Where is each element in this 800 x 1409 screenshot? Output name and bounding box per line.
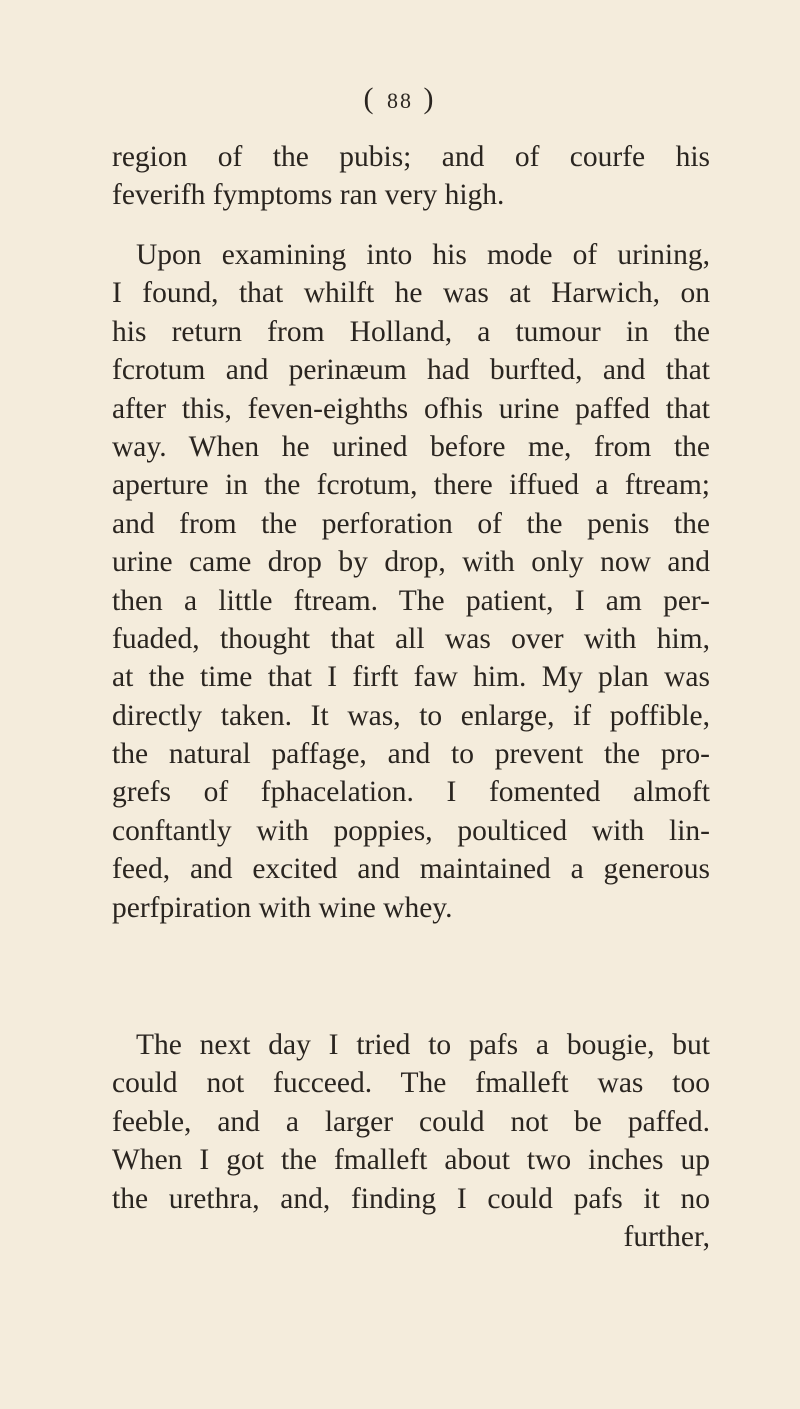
page-header — [0, 82, 800, 116]
text-line: at the time that I firft faw him. My plan was — [112, 661, 710, 694]
text-line: way. When he urined before me, from the — [112, 430, 710, 463]
text-line: The next day I tried to pafs a bougie, but — [136, 1029, 710, 1061]
text-line: feverifh fymptoms ran very high. — [112, 179, 505, 212]
text-line: grefs of fphacelation. I fomented almoft — [112, 776, 710, 809]
text-line: his return from Holland, a tumour in the — [112, 315, 710, 348]
page-number: 88 — [387, 88, 413, 113]
close-paren: ) — [423, 82, 437, 115]
text-line: then a little ftream. The patient, I am per- — [112, 584, 710, 617]
open-paren: ( — [363, 82, 377, 115]
text-line: feed, and excited and maintained a generous — [112, 853, 710, 886]
text-line: aperture in the fcrotum, there iffued a ftream; — [112, 469, 710, 502]
text-line: feeble, and a larger could not be paffed. — [112, 1105, 710, 1138]
text-line: could not fucceed. The fmalleft was too — [112, 1067, 710, 1100]
text-line: and from the perforation of the penis the — [112, 507, 710, 540]
text-line: fcrotum and perinæum had burfted, and that — [112, 354, 710, 387]
text-line: urine came drop by drop, with only now and — [112, 546, 710, 579]
paragraph-1 — [112, 138, 710, 215]
text-line: Upon examining into his mode of urining, — [136, 239, 710, 271]
text-line: region of the pubis; and of courfe his — [112, 141, 710, 173]
text-line: conftantly with poppies, poulticed with lin- — [112, 814, 710, 847]
text-line: the natural paffage, and to prevent the pro- — [112, 738, 710, 771]
text-line: directly taken. It was, to enlarge, if poffible, — [112, 699, 710, 732]
text-line: When I got the fmalleft about two inches up — [112, 1144, 710, 1177]
paragraph-3 — [112, 1026, 710, 1256]
paragraph-2 — [112, 236, 710, 927]
text-line: perfpiration with wine whey. — [112, 891, 453, 924]
text-line: the urethra, and, finding I could pafs it no — [112, 1182, 710, 1215]
catchword: further, — [623, 1220, 710, 1253]
text-line: fuaded, thought that all was over with him, — [112, 622, 710, 655]
text-line: I found, that whilft he was at Harwich, on — [112, 277, 710, 310]
text-line: after this, feven-eighths ofhis urine paffed that — [112, 392, 710, 425]
